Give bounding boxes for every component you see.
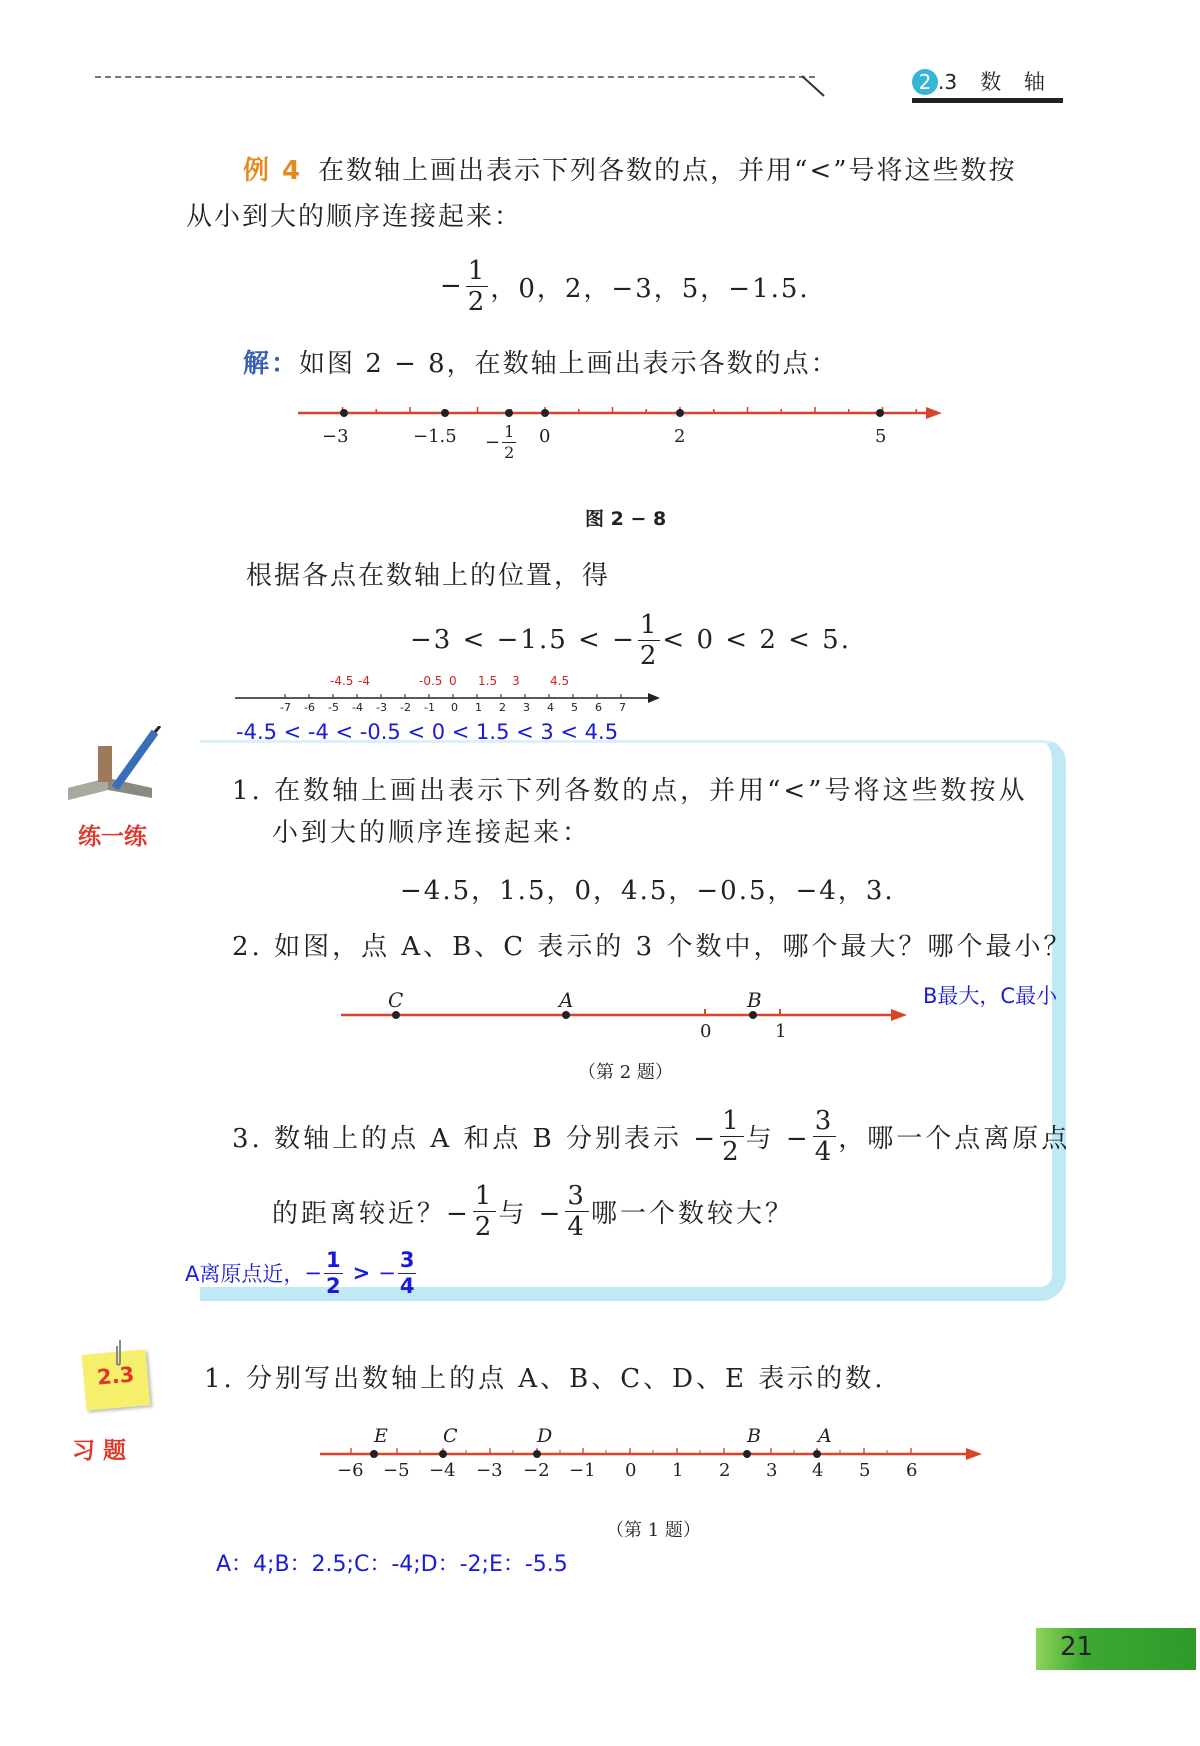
- ex-label-a: A: [818, 1425, 832, 1447]
- figure-2-8-number-line: [290, 395, 950, 465]
- fig-label-neg3: −3: [322, 426, 349, 447]
- handwritten-red-labels: -4.5 -4 -0.5 0 1.5 3 4.5: [330, 674, 570, 688]
- ex-point-e: [370, 1450, 378, 1458]
- header-corner-line: [800, 70, 830, 100]
- q2-caption: （第 2 题）: [578, 1062, 673, 1083]
- point-neg3: [340, 409, 348, 417]
- ex-point-b: [743, 1450, 751, 1458]
- figure-caption: 图 2 − 8: [585, 508, 667, 530]
- example-text-2: 从小到大的顺序连接起来：: [186, 202, 523, 232]
- conclusion-text: 根据各点在数轴上的位置，得: [246, 561, 611, 591]
- paperclip-icon: [114, 1338, 126, 1368]
- section-title: 数 轴: [980, 70, 1053, 94]
- q2-label-c: C: [388, 988, 404, 1012]
- exercise-tick-labels: −6 −5 −4 −3 −2 −1 0 1 2 3 4 5 6: [337, 1460, 918, 1481]
- practice-q3-line2: 的距离较近？− $\frac{1}{2}$ 与 − $\frac{3}{4}$ 哪一个数较大？: [272, 1180, 794, 1242]
- solution-line: [243, 343, 839, 380]
- number-list-rest: ，0，2，−3，5，−1.5.: [490, 273, 810, 304]
- solution-label: 解：: [243, 349, 300, 379]
- point-two: [676, 409, 684, 417]
- exercise-caption: （第 1 题）: [606, 1520, 701, 1541]
- section-number-badge: 2: [912, 69, 938, 95]
- q2-tick-0: 0: [700, 1021, 712, 1042]
- point-neg-half: [505, 409, 513, 417]
- practice-q1-numbers: −4.5，1.5，0，4.5，−0.5，−4，3.: [400, 876, 895, 906]
- section-sub: .3: [938, 70, 958, 94]
- ex-label-d: D: [537, 1425, 553, 1447]
- q2-point-c: [392, 1011, 400, 1019]
- ex-point-c: [439, 1450, 447, 1458]
- q2-label-b: B: [747, 988, 762, 1012]
- practice-q2-text: 2. 如图，点 A、B、C 表示的 3 个数中，哪个最大？哪个最小？: [232, 932, 1073, 962]
- example-label: 例 4: [243, 156, 303, 186]
- fraction-half: $\frac{1}{2}$: [467, 255, 487, 317]
- exercise-tag-number: 2.3: [96, 1362, 136, 1390]
- exercise-label: 习 题: [72, 1438, 127, 1464]
- q2-point-a: [562, 1011, 570, 1019]
- practice-q3-line1: 3. 数轴上的点 A 和点 B 分别表示 − $\frac{1}{2}$ 与 − $\frac{3}{4}$ ，哪一个点离原点: [232, 1105, 1071, 1167]
- handwritten-answer-1: -4.5 < -4 < -0.5 < 0 < 1.5 < 3 < 4.5: [236, 720, 619, 744]
- inequality-chain: −3 < −1.5 < − $\frac{1}{2}$ < 0 < 2 < 5.: [410, 609, 851, 671]
- example-line-1: [243, 150, 1017, 187]
- example-text-1: 在数轴上画出表示下列各数的点，并用“<”号将这些数按: [318, 156, 1017, 186]
- fig-label-two: 2: [674, 426, 686, 447]
- header-dashed-rule: [95, 76, 815, 78]
- practice-book-pen-icon: [60, 726, 170, 816]
- practice-q1-line1: 1. 在数轴上画出表示下列各数的点，并用“<”号将这些数按从: [232, 776, 1028, 806]
- ex-label-e: E: [374, 1425, 388, 1447]
- q2-handwritten-answer: B最大，C最小: [923, 984, 1058, 1008]
- q2-tick-1: 1: [775, 1021, 787, 1042]
- practice-label: 练一练: [78, 824, 147, 850]
- section-header: [912, 66, 1063, 103]
- exercise-handwritten-answer: A：4;B：2.5;C：-4;D：-2;E：-5.5: [216, 1552, 568, 1577]
- ex-label-c: C: [443, 1425, 458, 1447]
- ex-point-a: [813, 1450, 821, 1458]
- q2-point-b: [749, 1011, 757, 1019]
- q2-number-line: [335, 1000, 915, 1030]
- page-number: 21: [1060, 1632, 1094, 1662]
- fig-label-neg-half: − $\frac{1}{2}$: [485, 422, 515, 462]
- q2-label-a: A: [559, 988, 574, 1012]
- point-zero: [541, 409, 549, 417]
- point-neg1_5: [441, 409, 449, 417]
- exercise-q1-text: 1. 分别写出数轴上的点 A、B、C、D、E 表示的数.: [204, 1364, 886, 1394]
- point-five: [876, 409, 884, 417]
- solution-text: 如图 2 − 8，在数轴上画出表示各数的点：: [299, 349, 839, 379]
- practice-q1-line2: 小到大的顺序连接起来：: [272, 818, 592, 848]
- handwritten-tick-labels: -7 -6 -5 -4 -3 -2 -1 0 1 2 3 4 5 6 7: [280, 701, 626, 714]
- example-number-list: − $\frac{1}{2}$ ，0，2，−3，5，−1.5.: [440, 255, 810, 317]
- fig-label-five: 5: [875, 426, 887, 447]
- ex-label-b: B: [747, 1425, 761, 1447]
- fig-label-zero: 0: [539, 426, 551, 447]
- q3-handwritten-answer: A离原点近， − $\frac{1}{2}$ > − $\frac{3}{4}$: [185, 1247, 415, 1298]
- ex-point-d: [533, 1450, 541, 1458]
- fig-label-neg1_5: −1.5: [413, 426, 457, 447]
